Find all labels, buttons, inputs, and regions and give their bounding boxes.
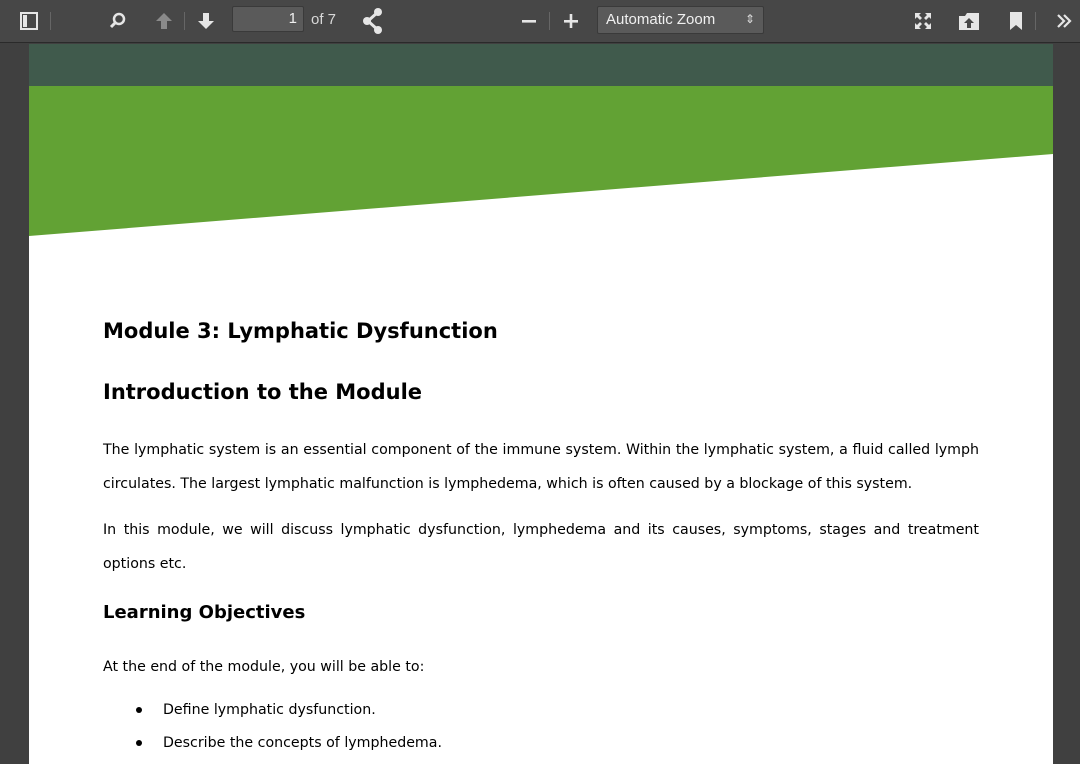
- list-item: [103, 701, 442, 734]
- header-banner: [29, 44, 1053, 244]
- pdf-toolbar: [0, 0, 1080, 43]
- search-icon[interactable]: [103, 6, 133, 36]
- module-title: Module 3: Lymphatic Dysfunction: [103, 319, 498, 343]
- chevron-up-down-icon: ⇕: [744, 12, 755, 26]
- minus-icon[interactable]: [514, 6, 544, 36]
- objectives-intro: At the end of the module, you will be able to:: [103, 659, 425, 675]
- toolbar-divider: [1035, 12, 1036, 30]
- objectives-list: [103, 701, 442, 764]
- toolbar-divider: [184, 12, 185, 30]
- bookmark-icon[interactable]: [1001, 6, 1031, 36]
- page-count-label: of 7: [311, 11, 337, 28]
- intro-paragraph-2: In this module, we will discuss lymphatic dysfunction, lymphedema and its causes, symptoms, stages and treatment options etc.: [103, 522, 979, 572]
- toolbar-divider: [549, 12, 550, 30]
- toolbar-divider: [50, 12, 51, 30]
- list-item: [103, 734, 442, 764]
- objectives-heading: Learning Objectives: [103, 602, 306, 623]
- zoom-select[interactable]: [597, 6, 764, 34]
- objective-text: Describe the concepts of lymphedema.: [163, 735, 442, 751]
- bullet-icon: [136, 740, 142, 746]
- plus-icon[interactable]: [556, 6, 586, 36]
- arrow-up-icon[interactable]: [149, 6, 179, 36]
- intro-paragraph-1: The lymphatic system is an essential component of the immune system. Within the lymphatic system, a fluid called lymph circulates. The largest lymphatic malfunction is lymphedema, which is often caused by a blockage of this system.: [103, 442, 979, 492]
- share-icon[interactable]: [358, 6, 388, 36]
- fullscreen-icon[interactable]: [908, 6, 938, 36]
- double-chevron-right-icon[interactable]: [1050, 6, 1078, 36]
- objective-text: Define lymphatic dysfunction.: [163, 702, 376, 718]
- intro-heading: Introduction to the Module: [103, 380, 423, 404]
- open-file-icon[interactable]: [954, 6, 984, 36]
- bullet-icon: [136, 707, 142, 713]
- zoom-value: Automatic Zoom: [606, 11, 716, 28]
- arrow-down-icon[interactable]: [191, 6, 221, 36]
- sidebar-toggle-icon[interactable]: [14, 6, 44, 36]
- page-number-input[interactable]: 1: [232, 6, 304, 32]
- pdf-page: [29, 44, 1053, 764]
- document-viewer[interactable]: [0, 44, 1080, 764]
